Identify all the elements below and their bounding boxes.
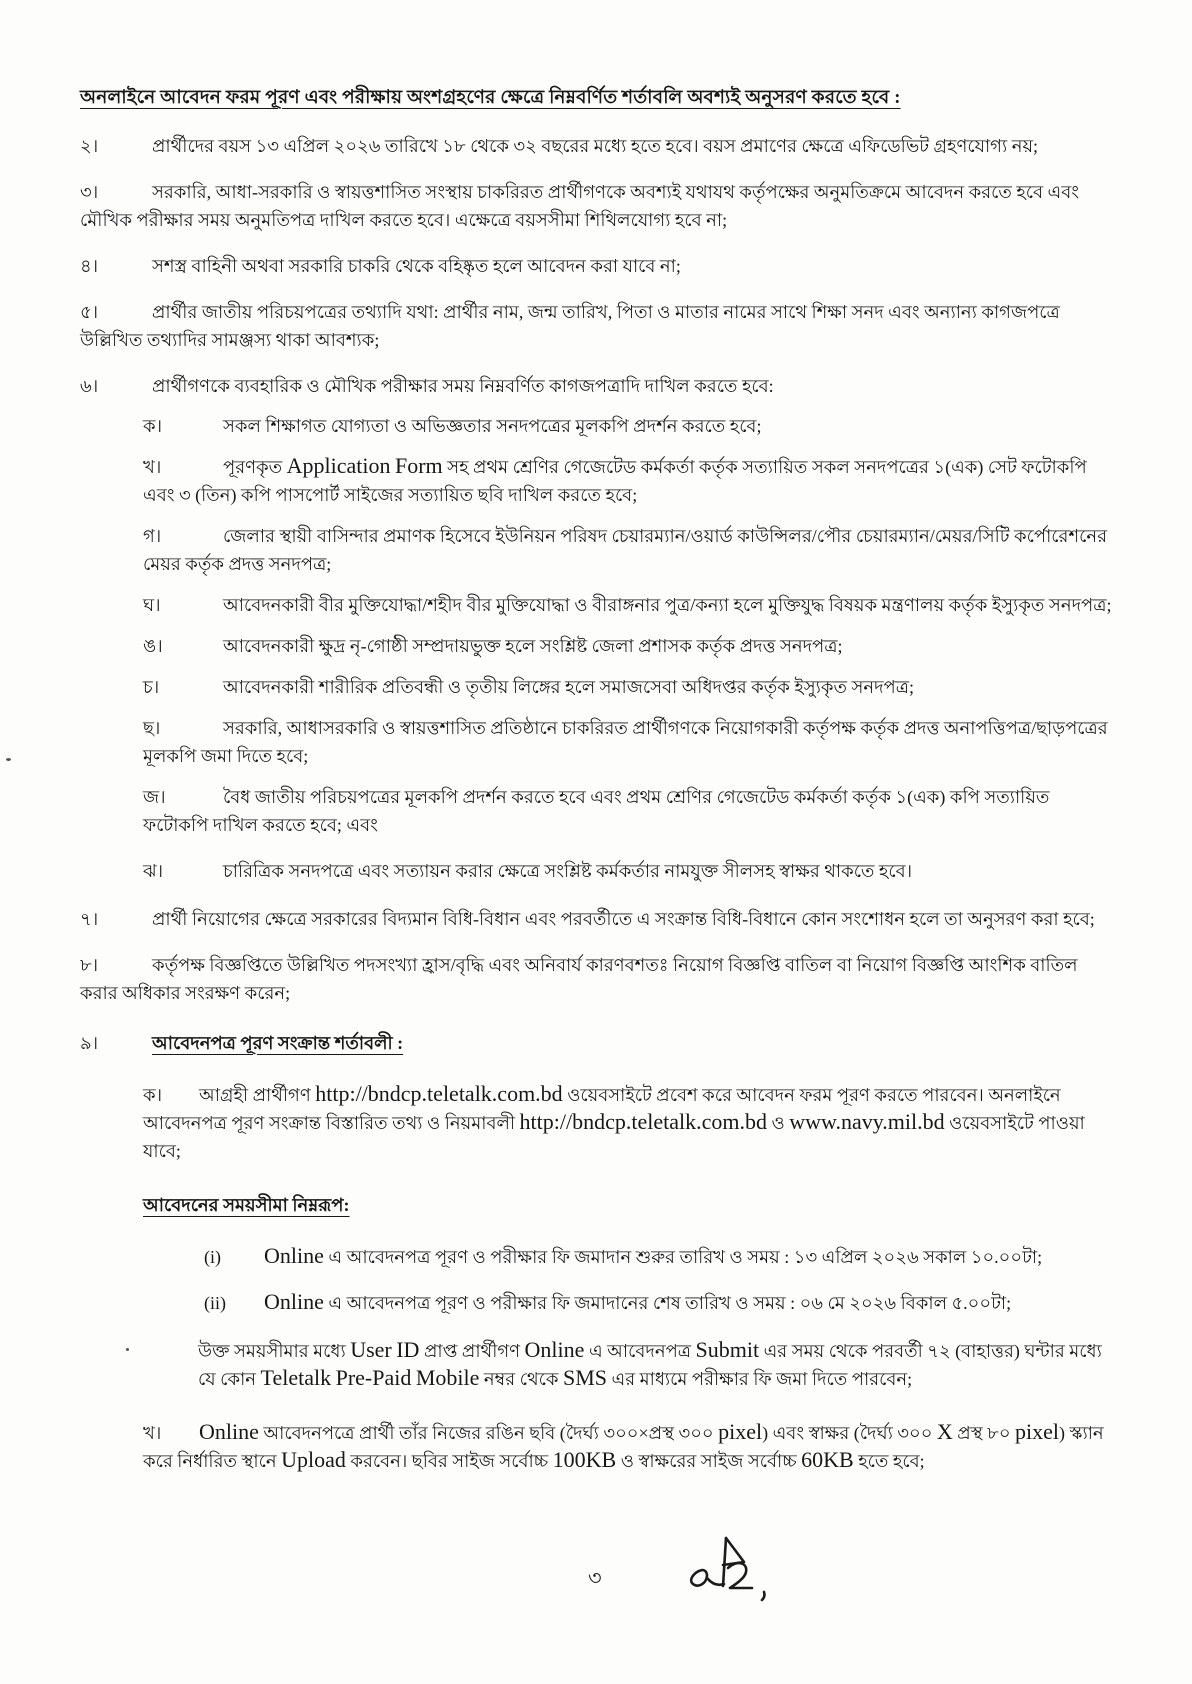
item-label: ৯। <box>80 1033 99 1053</box>
latin-text: http://bndcp.teletalk.com.bd <box>519 1109 767 1134</box>
item-label: চ। <box>143 677 160 697</box>
item-label: (ii) <box>204 1293 226 1313</box>
latin-text: pixel <box>718 1419 763 1444</box>
item-text: চারিত্রিক সনদপত্রে এবং সত্যায়ন করার ক্ষেত্রে সংশ্লিষ্ট কর্মকর্তার নামযুক্ত সীলসহ স্বাক্ষর থাকতে হবে। <box>223 861 913 881</box>
item-label: ক। <box>143 1085 163 1105</box>
item-text: কর্তৃপক্ষ বিজ্ঞপ্তিতে উল্লিখিত পদসংখ্যা হ্রাস/বৃদ্ধি এবং অনিবার্য কারণবশতঃ নিয়োগ বিজ্ঞপ্তি বাতিল বা নিয়োগ বিজ্ঞপ্তি আংশিক বাতিল করার অধিকার সংরক্ষণ করেন; <box>80 955 1078 1003</box>
item-label: খ। <box>143 457 162 477</box>
clause-3 <box>80 178 1116 234</box>
latin-text: 100KB <box>552 1447 617 1472</box>
item-text: প্রার্থীদের বয়স ১৩ এপ্রিল ২০২৬ তারিখে ১৮ থেকে ৩২ বছরের মধ্যে হতে হবে। বয়স প্রমাণের ক্ষেত্রে এফিডেভিট গ্রহণযোগ্য নয়; <box>152 136 1039 156</box>
latin-text: User <box>350 1337 392 1362</box>
clause-4 <box>80 252 1116 280</box>
latin-text: http://bndcp.teletalk.com.bd <box>315 1081 563 1106</box>
item-label: ৫। <box>80 302 99 322</box>
latin-text: Application <box>286 453 391 478</box>
item-label: ক। <box>143 416 163 436</box>
conditions-heading <box>80 84 1116 112</box>
clause-6-ja <box>143 783 1116 839</box>
item-text: আবেদনের সময়সীমা নিম্নরূপ: <box>143 1195 350 1215</box>
scan-speckle <box>126 1348 129 1351</box>
latin-text: Online <box>264 1243 324 1268</box>
clause-9-ka <box>143 1081 1116 1165</box>
clause-6-chha <box>143 714 1116 770</box>
item-label: ছ। <box>143 718 161 738</box>
item-text: বৈধ জাতীয় পরিচয়পত্রের মূলকপি প্রদর্শন করতে হবে এবং প্রথম শ্রেণির গেজেটেড কর্মকর্তা কর্তৃক ১(এক) কপি সত্যায়িত ফটোকপি দাখিল করতে হবে; এবং <box>143 787 1050 835</box>
item-text: সশস্ত্র বাহিনী অথবা সরকারি চাকরি থেকে বহিষ্কৃত হলে আবেদন করা যাবে না; <box>152 256 681 276</box>
item-text: সরকারি, আধাসরকারি ও স্বায়ত্তশাসিত প্রতিষ্ঠানে চাকরিরত প্রার্থীগণকে নিয়োগকারী কর্তৃপক্ষ কর্তৃক প্রদত্ত অনাপত্তিপত্র/ছাড়পত্রের মূলকপি জমা দিতে হবে; <box>143 718 1108 766</box>
item-label: খ। <box>143 1423 162 1443</box>
item-label: জ। <box>143 787 166 807</box>
item-label: ৪। <box>80 256 99 276</box>
clause-6-ga <box>143 522 1116 578</box>
item-text: সকল শিক্ষাগত যোগ্যতা ও অভিজ্ঞতার সনদপত্রের মূলকপি প্রদর্শন করতে হবে; <box>223 416 762 436</box>
clause-9-kha <box>143 1419 1116 1475</box>
latin-text: ID <box>396 1337 420 1362</box>
clause-6-jha <box>143 857 1116 885</box>
item-label: গ। <box>143 526 162 546</box>
item-text: জেলার স্থায়ী বাসিন্দার প্রমাণক হিসেবে ইউনিয়ন পরিষদ চেয়ারম্যান/ওয়ার্ড কাউন্সিলর/পৌর চেয়ারম্যান/মেয়র/সিটি কর্পোরেশনের মেয়র কর্তৃক প্রদত্ত সনদপত্র; <box>143 526 1107 574</box>
item-text: অনলাইনে আবেদন ফরম পূরণ এবং পরীক্ষায় অংশগ্রহণের ক্ষেত্রে নিম্নবর্ণিত শর্তাবলি অবশ্যই অনুসরণ করতে হবে : <box>80 88 901 108</box>
latin-text: Submit <box>695 1337 760 1362</box>
item-text: সরকারি, আধা-সরকারি ও স্বায়ত্তশাসিত সংস্থায় চাকরিরত প্রার্থীগণকে অবশ্যই যথাযথ কর্তৃপক্ষের অনুমতিক্রমে আবেদন করতে হবে এবং মৌখিক পরীক্ষার সময় অনুমতিপত্র দাখিল করতে হবে। এক্ষেত্রে বয়সসীমা শিথিলযোগ্য হবে না; <box>80 182 1080 230</box>
item-text: আবেদনপত্র পূরণ সংক্রান্ত শর্তাবলী : <box>152 1033 404 1053</box>
latin-text: SMS <box>562 1365 608 1390</box>
item-text: প্রার্থীগণকে ব্যবহারিক ও মৌখিক পরীক্ষার সময় নিম্নবর্ণিত কাগজপত্রাদি দাখিল করতে হবে: <box>152 376 774 396</box>
latin-text: Upload <box>281 1447 346 1472</box>
clause-6-cha <box>143 673 1116 701</box>
item-text: উক্ত সময়সীমার মধ্যে User ID প্রাপ্ত প্রার্থীগণ Online এ আবেদনপত্র Submit এর সময় থেকে পরবর্তী ৭২ (বাহাত্তর) ঘন্টার মধ্যে যে কোন Teletalk Pre-Paid Mobile নম্বর থেকে SMS এর মাধ্যমে পরীক্ষার ফি জমা দিতে পারবেন; <box>198 1337 1102 1390</box>
clause-6 <box>80 372 1116 400</box>
item-label: ৮। <box>80 955 99 975</box>
item-text: আবেদনকারী বীর মুক্তিযোদ্ধা/শহীদ বীর মুক্তিযোদ্ধা ও বীরাঙ্গনার পুত্র/কন্যা হলে মুক্তিযুদ্ধ বিষয়ক মন্ত্রণালয় কর্তৃক ইস্যুকৃত সনদপত্র; <box>223 595 1112 615</box>
item-label: ২। <box>80 136 99 156</box>
item-text: আবেদনকারী শারীরিক প্রতিবন্ধী ও তৃতীয় লিঙ্গের হলে সমাজসেবা অধিদপ্তর কর্তৃক ইস্যুকৃত সনদপত্র; <box>223 677 914 697</box>
latin-text: Mobile <box>415 1365 480 1390</box>
clause-7 <box>80 905 1116 933</box>
item-text: পূরণকৃত Application Form সহ প্রথম শ্রেণির গেজেটেড কর্মকর্তা কর্তৃক সত্যায়িত সকল সনদপত্রের ১(এক) সেট ফটোকপি এবং ৩ (তিন) কপি পাসপোর্ট সাইজের সত্যায়িত ছবি দাখিল করতে হবে; <box>143 453 1087 505</box>
page-number: ৩ <box>588 1566 602 1590</box>
application-deadline-heading <box>143 1191 1116 1219</box>
latin-text: X <box>936 1419 953 1444</box>
latin-text: Pre-Paid <box>335 1365 412 1390</box>
clause-8 <box>80 951 1116 1007</box>
deadline-start <box>204 1243 1116 1271</box>
item-text: প্রার্থী নিয়োগের ক্ষেত্রে সরকারের বিদ্যমান বিধি-বিধান এবং পরবর্তীতে এ সংক্রান্ত বিধি-বিধানে কোন সংশোধন হলে তা অনুসরণ করা হবে; <box>152 909 1095 929</box>
item-text: Online এ আবেদনপত্র পূরণ ও পরীক্ষার ফি জমাদান শুরুর তারিখ ও সময় : ১৩ এপ্রিল ২০২৬ সকাল ১০.০০টা; <box>264 1243 1043 1268</box>
latin-text: www.navy.mil.bd <box>789 1109 945 1134</box>
handwritten-initials-icon <box>684 1532 794 1616</box>
latin-text: Online <box>199 1419 259 1444</box>
latin-text: 60KB <box>801 1447 854 1472</box>
clause-6-gha <box>143 591 1116 619</box>
clause-6-kha <box>143 453 1116 509</box>
latin-text: Form <box>394 453 443 478</box>
deadline-end <box>204 1289 1116 1317</box>
item-label: ৩। <box>80 182 99 202</box>
clause-5 <box>80 298 1116 354</box>
item-label: ঘ। <box>143 595 161 615</box>
item-label: ৭। <box>80 909 99 929</box>
item-text: Online এ আবেদনপত্র পূরণ ও পরীক্ষার ফি জমাদানের শেষ তারিখ ও সময় : ০৬ মে ২০২৬ বিকাল ৫.০০টা; <box>264 1289 1012 1314</box>
item-text: Online আবেদনপত্রে প্রার্থী তাঁর নিজের রঙিন ছবি (দৈর্ঘ্য ৩০০×প্রস্থ ৩০০ pixel) এবং স্বাক্ষর (দৈর্ঘ্য ৩০০ X প্রস্থ ৮০ pixel) স্ক্যান করে নির্ধারিত স্থানে Upload করবেন। ছবির সাইজ সর্বোচ্চ 100KB ও স্বাক্ষরের সাইজ সর্বোচ্চ 60KB হতে হবে; <box>143 1419 1104 1472</box>
fee-payment-note <box>198 1337 1116 1393</box>
latin-text: Online <box>524 1337 585 1362</box>
scan-speckle <box>6 758 11 761</box>
latin-text: pixel <box>1015 1419 1060 1444</box>
latin-text: Online <box>264 1289 324 1314</box>
item-label: ৬। <box>80 376 99 396</box>
clause-6-ka <box>143 412 1116 440</box>
item-text: আবেদনকারী ক্ষুদ্র নৃ-গোষ্ঠী সম্প্রদায়ভুক্ত হলে সংশ্লিষ্ট জেলা প্রশাসক কর্তৃক প্রদত্ত সনদপত্র; <box>223 636 843 656</box>
item-text: আগ্রহী প্রার্থীগণ http://bndcp.teletalk.com.bd ওয়েবসাইটে প্রবেশ করে আবেদন ফরম পূরণ করতে পারবেন। অনলাইনে আবেদনপত্র পূরণ সংক্রান্ত বিস্তারিত তথ্য ও নিয়মাবলী http://bndcp.teletalk.com.bd ও www.navy.mil.bd ওয়েবসাইটে পাওয়া যাবে; <box>143 1081 1085 1161</box>
item-label: ঙ। <box>143 636 163 656</box>
latin-text: Teletalk <box>260 1365 332 1390</box>
item-text: প্রার্থীর জাতীয় পরিচয়পত্রের তথ্যাদি যথা: প্রার্থীর নাম, জন্ম তারিখ, পিতা ও মাতার নামের সাথে শিক্ষা সনদ এবং অন্যান্য কাগজপত্রে উল্লিখিত তথ্যাদির সামঞ্জস্য থাকা আবশ্যক; <box>80 302 1060 350</box>
item-label: (i) <box>204 1247 221 1267</box>
item-label: ঝ। <box>143 861 164 881</box>
clause-2 <box>80 132 1116 160</box>
clause-6-uma <box>143 632 1116 660</box>
clause-9-heading <box>80 1029 1116 1057</box>
